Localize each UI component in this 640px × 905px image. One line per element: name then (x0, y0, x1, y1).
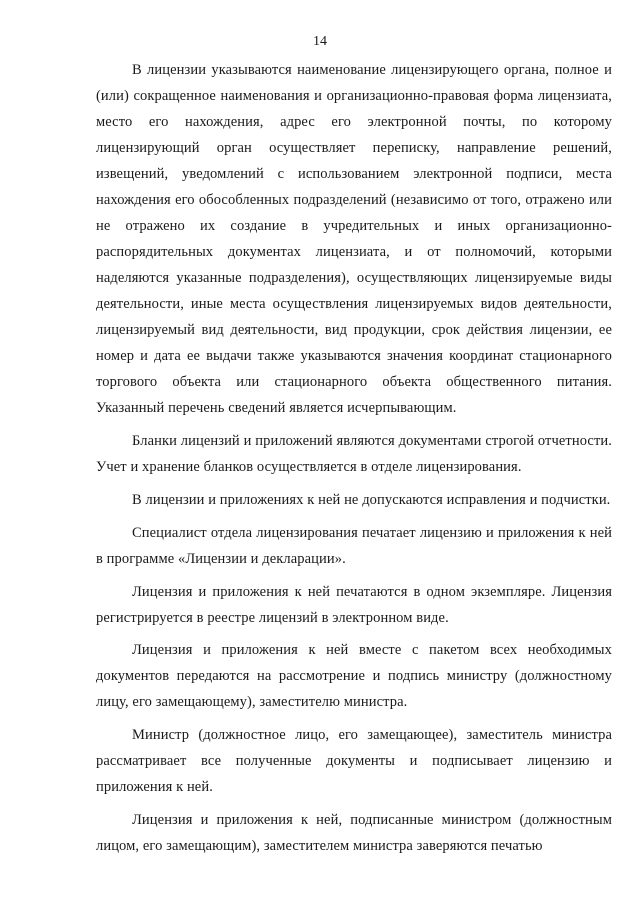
paragraph-no-corrections: В лицензии и приложениях к ней не допускаются исправления и подчистки. (132, 491, 611, 508)
document-body (96, 57, 612, 866)
page-number: 14 (313, 34, 327, 49)
paragraph-printing-program: Специалист отдела лицензирования печатает лицензию и приложения к ней в программе «Лицензии и декларации». (96, 524, 612, 567)
paragraph-minister-review: Министр (должностное лицо, его замещающее), заместитель министра рассматривает все полученные документы и подписывает лицензию и приложения к ней. (96, 727, 612, 796)
paragraph-submission-for-signature: Лицензия и приложения к ней вместе с пакетом всех необходимых документов передаются на рассмотрение и подпись министру (должностному лицу, его замещающему), заместителю министра. (96, 642, 612, 711)
paragraph-license-contents: В лицензии указываются наименование лицензирующего органа, полное и (или) сокращенное наименования и организационно-правовая форма лицензиата, место его нахождения, адрес его электронной почты, по которому лицензирующий орган осуществляет переписку, направление решений, извещений, уведомлений с использованием электронной подписи, места нахождения его обособленных подразделений (независимо от того, отражено или не отражено их создание в учредительных и иных организационно-распорядительных документах лицензиата, и от полномочий, которыми наделяются указанные подразделения), осуществляющих лицензируемые виды деятельности, иные места осуществления лицензируемых видов деятельности, лицензируемый вид деятельности, вид продукции, срок действия лицензии, ее номер и дата ее выдачи также указываются значения координат стационарного торгового объекта или стационарного объекта общественного питания. Указанный перечень сведений является исчерпывающим. (96, 62, 612, 416)
paragraph-license-forms: Бланки лицензий и приложений являются документами строгой отчетности. Учет и хранение бланков осуществляется в отделе лицензирования. (96, 432, 612, 475)
paragraph-single-copy: Лицензия и приложения к ней печатаются в одном экземпляре. Лицензия регистрируется в реестре лицензий в электронном виде. (96, 583, 612, 626)
paragraph-seal-certification: Лицензия и приложения к ней, подписанные министром (должностным лицом, его замещающим), заместителем министра заверяются печатью (96, 812, 612, 855)
